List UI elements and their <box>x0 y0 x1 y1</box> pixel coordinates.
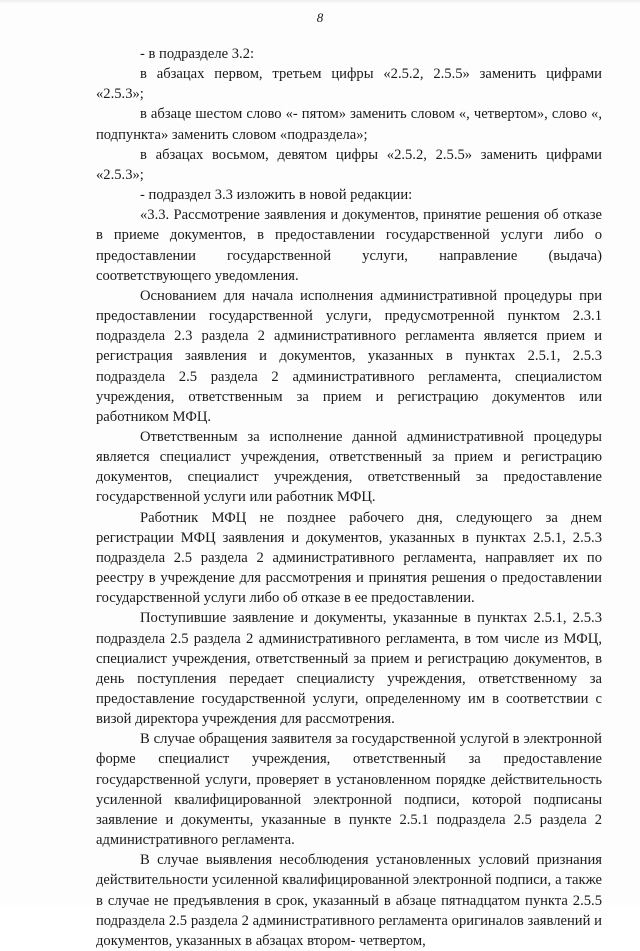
paragraph-subsection-3-2: - в подразделе 3.2: <box>140 46 255 62</box>
paragraph-3-3-heading: «3.3. Рассмотрение заявления и документов, принятие решения об отказе в приеме документов, в предоставлении государственной услуги либо о предоставлении государственной услуги, направление (выдача) соответствующего уведомления. <box>96 207 602 284</box>
paragraph-basis: Основанием для начала исполнения административной процедуры при предоставлении государственной услуги, предусмотренной пунктом 2.3.1 подраздела 2.3 раздела 2 административного регламента является прием и регистрация заявления и документов, указанных в пунктах 2.5.1, 2.5.3 подраздела 2.5 раздела 2 административного регламента, специалистом учреждения, ответственным за прием и регистрацию документов или работником МФЦ. <box>96 287 602 425</box>
paragraph-subsection-3-3-intro: - подраздел 3.3 изложить в новой редакции: <box>140 187 413 204</box>
page-number: 8 <box>316 10 324 25</box>
paragraph-first-third-abzac: в абзацах первом, третьем цифры «2.5.2, 2.5.5» заменить цифрами «2.5.3»; <box>96 66 602 103</box>
document-body <box>96 44 602 951</box>
paragraph-mfc-worker: Работник МФЦ не позднее рабочего дня, следующего за днем регистрации МФЦ заявления и документов, указанных в пунктах 2.5.1, 2.5.3 подраздела 2.5 раздела 2 административного регламента, направляет их по реестру в учреждение для рассмотрения и принятия решения о предоставлении государственной услуги либо об отказе в ее предоставлении. <box>96 509 602 607</box>
paragraph-received-documents: Поступившие заявление и документы, указанные в пунктах 2.5.1, 2.5.3 подраздела 2.5 раздела 2 административного регламента, в том числе из МФЦ, специалист учреждения, ответственный за прием и регистрацию документов, в день поступления передает специалисту учреждения, ответственному за предоставление государственной услуги, определенному им в соответствии с визой директора учреждения для рассмотрения. <box>96 610 602 728</box>
scan-edge <box>0 0 640 4</box>
paragraph-eighth-ninth-abzac: в абзацах восьмом, девятом цифры «2.5.2, 2.5.5» заменить цифрами «2.5.3»; <box>96 146 602 183</box>
paragraph-responsible: Ответственным за исполнение данной административной процедуры является специалист учреждения, ответственный за прием и регистрацию документов, специалист учреждения, ответственный за предоставление государственной услуги или работник МФЦ. <box>96 428 602 506</box>
paragraph-electronic-form: В случае обращения заявителя за государственной услугой в электронной форме специалист учреждения, ответственный за предоставление государственной услуги, проверяет в установленном порядке действительность усиленной квалифицированной электронной подписи, которой подписаны заявление и документы, указанные в пункте 2.5.1 подраздела 2.5 раздела 2 административного регламента. <box>96 731 602 849</box>
paragraph-signature-check: В случае выявления несоблюдения установленных условий признания действительности усиленной квалифицированной электронной подписи, а также в случае не предъявления в срок, указанный в абзаце пятнадцатом пункта 2.5.5 подраздела 2.5 раздела 2 административного регламента оригиналов заявлений и документов, указанных в абзацах втором- четвертом, <box>96 852 602 949</box>
paragraph-sixth-abzac: в абзаце шестом слово «- пятом» заменить словом «, четвертом», слово «, подпункта» заменить словом «подраздела»; <box>96 106 602 143</box>
